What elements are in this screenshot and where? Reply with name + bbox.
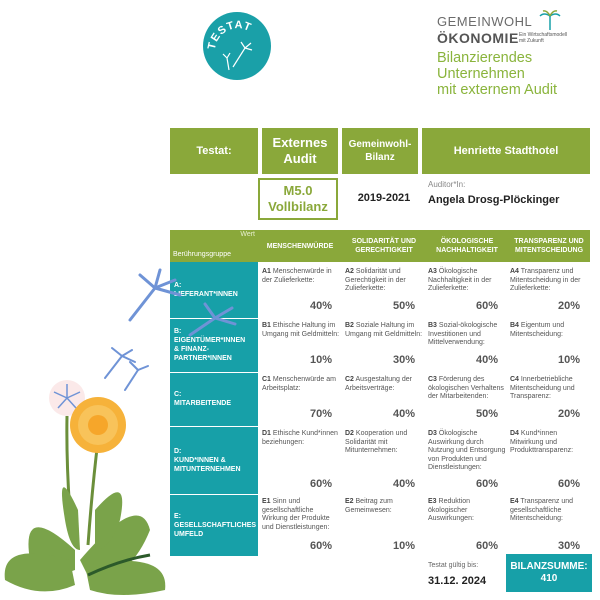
flying-seed-icon <box>190 304 235 335</box>
header-audit-line2: Audit <box>283 151 317 166</box>
cell-c2 <box>345 376 423 393</box>
cell-code: A3 <box>428 268 437 275</box>
logo-tagline2: mit Zukunft <box>519 38 544 44</box>
cell-a4-percent: 20% <box>557 300 580 312</box>
cell-code: C2 <box>345 376 354 383</box>
logo-line2: ÖKONOMIE <box>437 30 519 46</box>
cell-a4 <box>510 268 588 294</box>
header-audit-line1: Externes <box>272 135 328 150</box>
cell-e2-percent: 10% <box>392 540 415 552</box>
cell-text: Ökologische Nachhaltigkeit in der Zulieferkette: <box>428 268 492 292</box>
cell-d1-percent: 60% <box>309 478 332 490</box>
column-header-line: SOLIDARITÄT UND <box>351 238 417 245</box>
row-header-line: UMFELD <box>174 530 204 538</box>
leaves <box>5 487 166 595</box>
cell-text: Ökologische Auswirkung durch Nutzung und Entsorgung von Produkten und Dienstleistungen: <box>428 430 506 471</box>
auditor-name: Angela Drosg-Plöckinger <box>428 194 560 206</box>
column-header-solidaritaet <box>342 230 426 262</box>
cell-a3-percent: 60% <box>475 300 498 312</box>
cell-a1-percent: 40% <box>309 300 332 312</box>
column-header-line: GERECHTIGKEIT <box>355 247 413 254</box>
cell-a1 <box>262 268 340 285</box>
row-header-line: KUND*INNEN & <box>174 456 226 464</box>
cell-text: Transparenz und gesellschaftliche Mitentscheidung: <box>510 498 574 522</box>
testat-valid-date: 31.12. 2024 <box>428 575 487 587</box>
row-header-line: EIGENTÜMER*INNEN <box>174 337 246 344</box>
cell-c1-percent: 70% <box>309 408 332 420</box>
header-company-name: Henriette Stadthotel <box>422 128 590 174</box>
cell-e4-percent: 30% <box>557 540 580 552</box>
dandelion-flower-icon <box>70 397 126 453</box>
cell-code: E1 <box>262 498 271 505</box>
cell-d3-percent: 60% <box>475 478 498 490</box>
cell-text: Innerbetriebliche Mitentscheidung und Transparenz: <box>510 376 575 400</box>
cell-b1 <box>262 322 340 339</box>
auditor-label: Auditor*In: <box>428 180 466 189</box>
row-header-line: MITARBEITENDE <box>174 400 232 407</box>
row-header-line: D: <box>174 447 182 455</box>
svg-text:TESTAT <box>206 19 253 50</box>
cell-text: Sinn und gesellschaftliche Wirkung der Produkte und Dienstleistungen: <box>262 498 330 531</box>
row-header-line: B: <box>174 328 182 335</box>
cell-d2 <box>345 430 423 456</box>
row-header-line: A: <box>174 282 182 289</box>
cell-code: C3 <box>428 376 437 383</box>
header-bilanz-line2: Bilanz <box>365 152 395 163</box>
header-testat: Testat: <box>170 128 258 174</box>
cell-c3-percent: 50% <box>475 408 498 420</box>
cell-e2 <box>345 498 423 515</box>
row-header-line: & FINANZ- <box>174 346 209 353</box>
cell-b4-percent: 10% <box>557 354 580 366</box>
cell-text: Beitrag zum Gemeinwesen: <box>345 498 393 514</box>
header-external-audit <box>262 128 338 174</box>
cell-e4 <box>510 498 588 524</box>
cell-c4-percent: 20% <box>557 408 580 420</box>
cell-e3-percent: 60% <box>475 540 498 552</box>
cell-text: Reduktion ökologischer Auswirkungen: <box>428 498 474 522</box>
cell-code: D3 <box>428 430 437 437</box>
cell-text: Menschenwürde in der Zulieferkette: <box>262 268 332 284</box>
testat-seal-icon <box>203 12 271 80</box>
cell-c3 <box>428 376 506 402</box>
cell-code: A2 <box>345 268 354 275</box>
cell-code: B4 <box>510 322 519 329</box>
cell-d4 <box>510 430 588 456</box>
cell-code: E3 <box>428 498 437 505</box>
cell-b3 <box>428 322 506 348</box>
cell-code: D2 <box>345 430 354 437</box>
bilanzsumme-box <box>506 554 592 592</box>
cell-e1-percent: 60% <box>309 540 332 552</box>
badge-text: TESTAT <box>205 19 254 51</box>
cell-a2-percent: 50% <box>392 300 415 312</box>
column-header-line: TRANSPARENZ UND <box>514 238 584 245</box>
cell-b3-percent: 40% <box>475 354 498 366</box>
testat-badge <box>203 12 271 80</box>
logo-tagline1: Ein Wirtschaftsmodell <box>519 32 568 38</box>
bilanzsumme-value: 410 <box>540 573 558 584</box>
cell-e3 <box>428 498 506 524</box>
cell-text: Ethische Haltung im Umgang mit Geldmitteln: <box>262 322 340 338</box>
cell-code: B1 <box>262 322 271 329</box>
row-header-line: MITUNTERNEHMEN <box>174 465 241 473</box>
cell-c4 <box>510 376 588 402</box>
version-line2: Vollbilanz <box>268 199 328 214</box>
flying-seed-icon <box>105 348 148 390</box>
cell-code: E4 <box>510 498 519 505</box>
column-header-menschenwuerde <box>258 230 342 262</box>
cell-code: A4 <box>510 268 519 275</box>
cell-a2 <box>345 268 423 294</box>
testat-valid-label: Testat gültig bis: <box>428 562 479 569</box>
column-header-line: MITENTSCHEIDUNG <box>514 247 584 254</box>
logo-sub3: mit externem Audit <box>437 82 558 98</box>
row-header-line: LIEFERANT*INNEN <box>174 291 238 298</box>
beruehrungsgruppe-label: Berührungsgruppe <box>173 251 231 258</box>
cell-d3 <box>428 430 506 473</box>
cell-b2-percent: 30% <box>392 354 415 366</box>
gemeinwohl-oekonomie-logo <box>437 10 597 100</box>
cell-text: Förderung des ökologischen Verhaltens der Mitarbeitenden: <box>428 376 504 400</box>
cell-text: Sozial-ökologische Investitionen und Mittelverwendung: <box>428 322 498 346</box>
cell-text: Kooperation und Solidarität mit Mitunternehmen: <box>345 430 408 454</box>
cell-text: Ausgestaltung der Arbeitsverträge: <box>345 376 412 392</box>
cell-b4 <box>510 322 588 339</box>
cell-code: C4 <box>510 376 519 383</box>
cell-text: Transparenz und Mitentscheidung in der Zulieferkette: <box>510 268 581 292</box>
cell-text: Solidarität und Gerechtigkeit in der Zulieferkette: <box>345 268 406 292</box>
dandelion-seed-icon <box>223 42 252 70</box>
flying-seed-icon <box>130 270 180 320</box>
column-header-line: ÖKOLOGISCHE <box>440 238 494 245</box>
cell-code: E2 <box>345 498 354 505</box>
column-header-transparenz <box>508 230 590 262</box>
cell-a3 <box>428 268 506 294</box>
palm-icon <box>539 10 561 30</box>
row-header-line: C: <box>174 391 182 398</box>
row-header-line: E: <box>174 512 181 520</box>
row-header-line: GESELLSCHAFTLICHES <box>174 521 257 529</box>
version-box <box>258 178 338 220</box>
cell-e1 <box>262 498 340 532</box>
bilanzsumme-label: BILANZSUMME: <box>510 561 588 572</box>
cell-code: D1 <box>262 430 271 437</box>
cell-c1 <box>262 376 340 393</box>
header-gemeinwohl-bilanz <box>342 128 418 174</box>
cell-d1 <box>262 430 340 447</box>
logo-line1: GEMEINWOHL <box>437 14 533 29</box>
cell-text: Kund*innen Mitwirkung und Produkttransparenz: <box>510 430 574 454</box>
cell-text: Eigentum und Mitentscheidung: <box>510 322 565 338</box>
version-line1: M5.0 <box>283 183 313 198</box>
cell-code: B2 <box>345 322 354 329</box>
balance-period: 2019-2021 <box>357 192 411 204</box>
cell-code: B3 <box>428 322 437 329</box>
cell-code: D4 <box>510 430 519 437</box>
column-header-oekologie <box>426 230 508 262</box>
wert-label: Wert <box>240 231 255 238</box>
cell-d4-percent: 60% <box>557 478 580 490</box>
column-header-line: NACHHALTIGKEIT <box>436 247 498 254</box>
cell-code: C1 <box>262 376 271 383</box>
cell-text: Menschenwürde am Arbeitsplatz: <box>262 376 336 392</box>
cell-d2-percent: 40% <box>392 478 415 490</box>
logo-sub1: Bilanzierendes <box>437 50 533 66</box>
column-header-line: MENSCHENWÜRDE <box>266 242 334 250</box>
cell-b1-percent: 10% <box>309 354 332 366</box>
cell-c2-percent: 40% <box>392 408 415 420</box>
logo-sub2: Unternehmen <box>437 66 525 82</box>
dandelion-illustration <box>0 260 240 600</box>
cell-b2 <box>345 322 423 339</box>
cell-text: Soziale Haltung im Umgang mit Geldmitteln: <box>345 322 423 338</box>
header-bilanz-line1: Gemeinwohl- <box>348 139 412 150</box>
cell-code: A1 <box>262 268 271 275</box>
row-header-line: PARTNER*INNEN <box>174 355 232 362</box>
cell-text: Ethische Kund*innen beziehungen: <box>262 430 338 446</box>
